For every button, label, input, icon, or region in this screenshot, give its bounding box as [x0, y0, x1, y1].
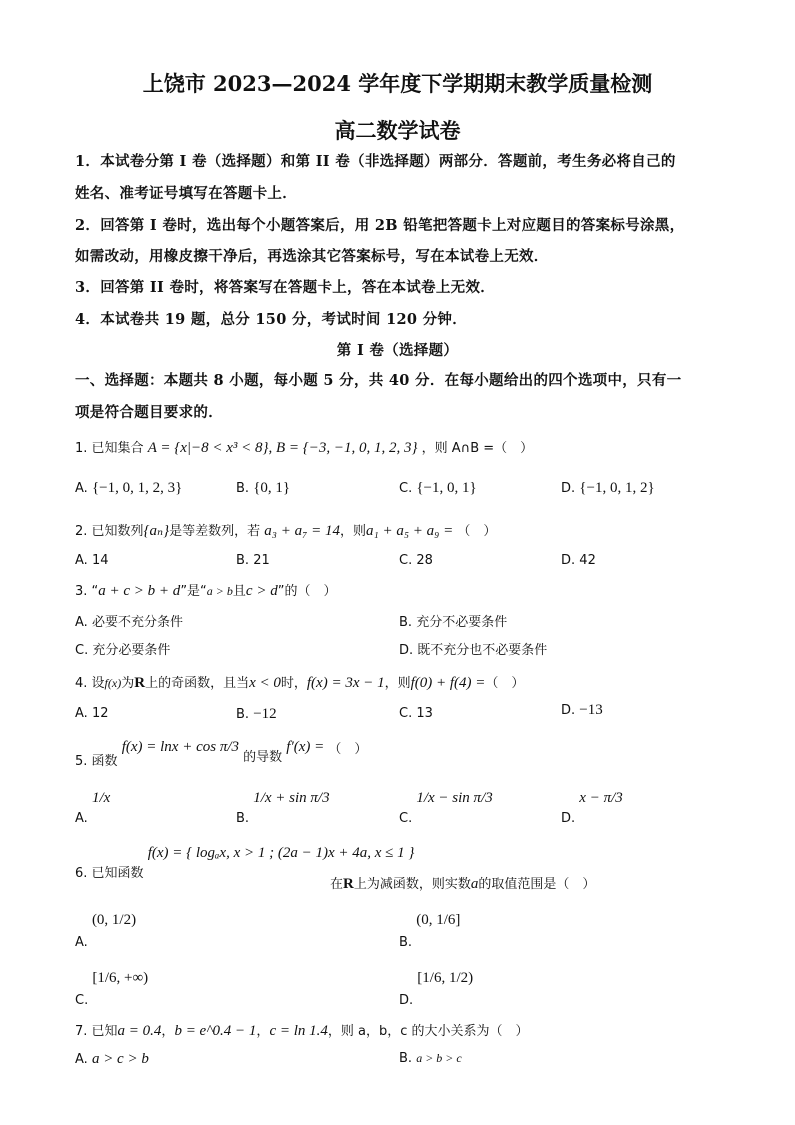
q7-option-a: A. a > c > b [75, 1051, 149, 1067]
question-2: 2. 已知数列{aₙ}是等差数列，若 a₃ + a₇ = 14，则a₁ + a₅ + a₉ = （ ） [75, 523, 497, 539]
question-3: 3. “a + c > b + d”是“a > b且c > d”的（ ） [75, 583, 337, 599]
q1-option-a: A. {−1, 0, 1, 2, 3} [75, 480, 183, 496]
instruction-line: 姓名、准考证号填写在答题卡上． [75, 185, 297, 202]
q6-piecewise: f(x) = { logₐx, x > 1 ; (2a − 1)x + 4a, x ≤ 1 } [147, 845, 415, 861]
q4-option-c: C. 13 [399, 706, 433, 721]
q4-option-b: B. −12 [236, 706, 277, 722]
q4-option-a: A. 12 [75, 706, 109, 721]
q3-option-b: B. 充分不必要条件 [399, 615, 508, 630]
q6-option-b: B. (0, 1/6] [399, 912, 461, 950]
exam-title: 上饶市 2023—2024 学年度下学期期末教学质量检测 [142, 71, 653, 96]
q6-option-d: D. [1/6, 1/2) [399, 970, 474, 1008]
section-heading: 项是符合题目要求的． [75, 404, 223, 421]
q4-option-d: D. −13 [561, 702, 603, 718]
instruction-line: 2．回答第 I 卷时，选出每个小题答案后，用 2B 铅笔把答题卡上对应题目的答案标号涂黑， [75, 217, 685, 234]
instruction-line: 1．本试卷分第 I 卷（选择题）和第 II 卷（非选择题）两部分．答题前，考生务必将自己的 [75, 153, 676, 170]
q5-option-d: D. x − π/3 [561, 790, 623, 826]
q1-prefix: 1. 已知集合 [75, 441, 144, 456]
question-4: 4. 设f(x)为R上的奇函数，且当x < 0时，f(x) = 3x − 1，则f(0) + f(4) =（ ） [75, 675, 525, 691]
q5-option-c: C. 1/x − sin π/3 [399, 790, 493, 826]
q1-suffix: ，则 A∩B =（ ） [421, 441, 534, 456]
q2-option-c: C. 28 [399, 553, 433, 568]
q2-option-b: B. 21 [236, 553, 270, 568]
q6-option-c: C. [1/6, +∞) [75, 970, 149, 1008]
section-heading: 一、选择题：本题共 8 小题，每小题 5 分，共 40 分．在每小题给出的四个选项中，只有一 [75, 372, 682, 389]
instruction-line: 4．本试卷共 19 题，总分 150 分，考试时间 120 分钟． [75, 311, 467, 328]
question-7: 7. 已知a = 0.4，b = e^0.4 − 1，c = ln 1.4，则 a，b，c 的大小关系为（ ） [75, 1023, 529, 1039]
q2-option-a: A. 14 [75, 553, 109, 568]
question-6: 6. 已知函数 f(x) = { logₐx, x > 1 ; (2a − 1)x + 4a, x ≤ 1 } [75, 845, 415, 881]
q3-option-a: A. 必要不充分条件 [75, 615, 183, 630]
q2-option-d: D. 42 [561, 553, 596, 568]
exam-subtitle: 高二数学试卷 [334, 118, 461, 143]
q6-option-a: A. (0, 1/2) [75, 912, 137, 950]
q3-option-c: C. 充分必要条件 [75, 643, 171, 658]
q7-option-b: B. a > b > c [399, 1051, 462, 1066]
instruction-line: 如需改动，用橡皮擦干净后，再选涂其它答案标号，写在本试卷上无效． [75, 248, 549, 265]
question-1 [75, 437, 533, 457]
instruction-line: 3．回答第 II 卷时，将答案写在答题卡上，答在本试卷上无效． [75, 279, 496, 296]
question-5: 5. 函数 f(x) = lnx + cos π/3 的导数 f′(x) = （ ） [75, 739, 368, 769]
q1-math: A = {x|−8 < x³ < 8}, B = {−3, −1, 0, 1, 2, 3} [147, 440, 418, 456]
q1-option-c: C. {−1, 0, 1} [399, 480, 477, 496]
q5-option-a: A. 1/x [75, 790, 111, 826]
q3-option-d: D. 既不充分也不必要条件 [399, 643, 548, 658]
question-6-tail: 在R上为减函数，则实数a的取值范围是（ ） [330, 876, 596, 892]
q5-function: f(x) = lnx + cos π/3 [121, 739, 239, 755]
part1-title: 第 I 卷（选择题） [336, 342, 459, 359]
q5-option-b: B. 1/x + sin π/3 [236, 790, 330, 826]
q1-option-d: D. {−1, 0, 1, 2} [561, 480, 655, 496]
q1-option-b: B. {0, 1} [236, 480, 291, 496]
